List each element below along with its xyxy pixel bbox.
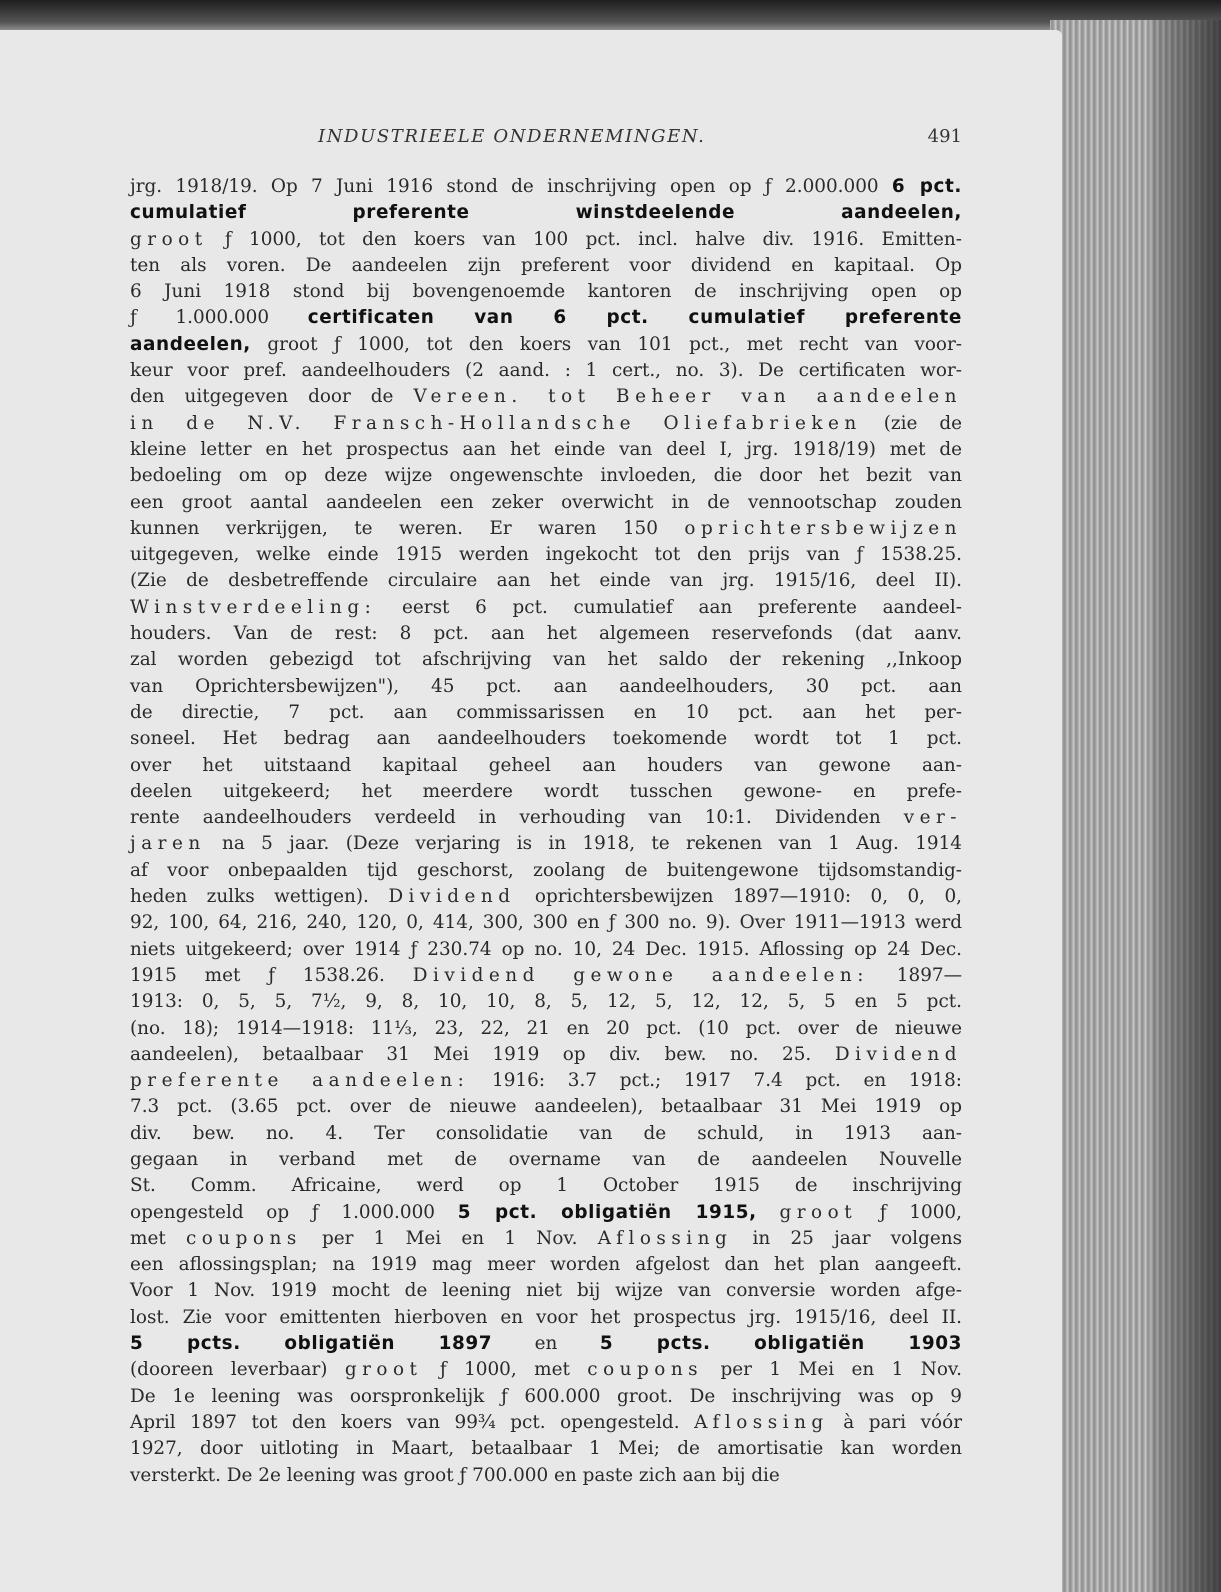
text-run: 6 Juni 1918 stond bij bovengenoemde kantoren de inschrijving open op (130, 281, 962, 303)
text-run: 1915 met ƒ 1538.26. (130, 964, 413, 986)
text-line (130, 726, 962, 752)
text-line (130, 1094, 962, 1120)
text-run: div. bew. no. 4. Ter consolidatie van de schuld, in 1913 aan- (130, 1122, 962, 1144)
text-line (130, 779, 962, 805)
text-run: opengesteld op ƒ 1.000.000 (130, 1201, 458, 1223)
text-run: Voor 1 Nov. 1919 mocht de leening niet bij wijze van conversie worden afge- (130, 1280, 962, 1302)
bold-heading: certificaten van 6 pct. cumulatief preferente (307, 307, 962, 329)
spaced-emphasis: groot (344, 1359, 423, 1381)
text-line (130, 831, 962, 857)
text-run (757, 1202, 780, 1223)
spaced-emphasis: Dividend (834, 1043, 962, 1065)
page-number: 491 (927, 126, 962, 147)
text-line (130, 700, 962, 726)
text-run: uitgegeven, welke einde 1915 werden ingekocht tot den prijs van ƒ 1538.25. (130, 544, 962, 566)
text-run: 1916: 3.7 pct.; 1917 7.4 pct. en 1918: (469, 1070, 962, 1092)
text-line (130, 595, 962, 621)
text-line (130, 279, 962, 305)
text-run: en (492, 1333, 600, 1355)
text-line (130, 1226, 962, 1252)
text-line (130, 647, 962, 673)
text-run: aandeelen), betaalbaar 31 Mei 1919 op div. bew. no. 25. (130, 1043, 835, 1065)
text-line (130, 200, 962, 226)
text-line (130, 858, 962, 884)
text-run: houders. Van de rest: 8 pct. aan het algemeen reservefonds (dat aanv. (130, 623, 962, 645)
spaced-emphasis: groot (779, 1201, 858, 1223)
spaced-emphasis: Aflossing (597, 1227, 733, 1249)
text-run: 92, 100, 64, 216, 240, 120, 0, 414, 300, 300 en ƒ 300 no. 9). Over 1911—1913 werd (130, 912, 962, 934)
text-line (130, 384, 962, 410)
page-header (130, 126, 962, 156)
text-run: rente aandeelhouders verdeeld in verhouding van 10:1. Dividenden (130, 807, 904, 829)
text-line (130, 1305, 962, 1331)
text-line (130, 542, 962, 568)
text-run: gegaan in verband met de overname van de aandeelen Nouvelle (130, 1148, 962, 1170)
text-run: na 5 jaar. (Deze verjaring is in 1918, te rekenen van 1 Aug. 1914 (205, 833, 962, 855)
text-line (130, 568, 962, 594)
text-line (130, 516, 962, 542)
text-run: kleine letter en het prospectus aan het einde van deel I, jrg. 1918/19) met de (130, 438, 962, 460)
text-run: lost. Zie voor emittenten hierboven en voor het prospectus jrg. 1915/16, deel II. (130, 1306, 962, 1328)
text-run: soneel. Het bedrag aan aandeelhouders toekomende wordt tot 1 pct. (130, 728, 962, 750)
text-run: St. Comm. Africaine, werd op 1 October 1915 de inschrijving (130, 1175, 962, 1197)
text-run: oprichtersbewijzen 1897—1910: 0, 0, 0, (515, 886, 962, 908)
text-run: den uitgegeven door de (130, 386, 414, 408)
text-run: in 25 jaar volgens (732, 1227, 963, 1249)
text-run: (dooreen leverbaar) (130, 1359, 345, 1381)
bold-heading: 5 pct. obligatiën 1915, (457, 1201, 757, 1223)
text-line (130, 463, 962, 489)
text-line (130, 437, 962, 463)
text-line (130, 1278, 962, 1304)
text-run: 1897— (868, 964, 962, 986)
text-line (130, 1463, 962, 1489)
text-line (130, 332, 962, 358)
running-head: INDUSTRIEELE ONDERNEMINGEN. (318, 126, 706, 147)
text-run: eerst 6 pct. cumulatief aan preferente aandeel- (376, 596, 962, 618)
text-run: 1913: 0, 5, 5, 7½, 9, 8, 10, 10, 8, 5, 12, 5, 12, 12, 5, 5 en 5 pct. (130, 991, 962, 1013)
text-run: versterkt. De 2e leening was groot ƒ 700.000 en paste zich aan bij die (130, 1464, 780, 1486)
text-line (130, 937, 962, 963)
text-line (130, 1252, 962, 1278)
text-run: over het uitstaand kapitaal geheel aan houders van gewone aan- (130, 754, 962, 776)
text-run: af voor onbepaalden tijd geschorst, zoolang de buitengewone tijdsomstandig- (130, 859, 962, 881)
text-line (130, 174, 962, 200)
text-line (130, 411, 962, 437)
text-run: ƒ 1000, (857, 1201, 962, 1223)
spaced-emphasis: jaren (130, 833, 206, 855)
text-run: 1927, door uitloting in Maart, betaalbaar 1 Mei; de amortisatie kan worden (130, 1438, 962, 1460)
bold-heading: 6 pct. (891, 176, 962, 197)
book-fore-edge (1050, 20, 1221, 1592)
text-run: 7.3 pct. (3.65 pct. over de nieuwe aandeelen), betaalbaar 31 Mei 1919 op (130, 1096, 962, 1118)
spaced-emphasis: coupons (587, 1359, 704, 1381)
bold-heading: cumulatief preferente winstdeelende aandeelen, (130, 202, 962, 224)
spaced-emphasis: in de N.V. Fransch-Hollandsche Oliefabrieken (130, 412, 862, 434)
text-run: (no. 18); 1914—1918: 11⅓, 23, 22, 21 en 20 pct. (10 pct. over de nieuwe (130, 1017, 962, 1039)
text-line (130, 1068, 962, 1094)
text-line (130, 621, 962, 647)
text-run: ten als voren. De aandeelen zijn preferent voor dividend en kapitaal. Op (130, 254, 962, 276)
spaced-emphasis: Aflossing (694, 1411, 829, 1433)
spaced-emphasis: groot (130, 228, 208, 250)
text-run: ƒ 1000, tot den koers van 100 pct. incl. halve div. 1916. Emitten- (207, 228, 962, 250)
text-run: ƒ 1000, met (422, 1359, 588, 1381)
text-run: niets uitgekeerd; over 1914 ƒ 230.74 op no. 10, 24 Dec. 1915. Aflossing op 24 Dec. (130, 938, 962, 960)
text-line (130, 1384, 962, 1410)
text-run: De 1e leening was oorspronkelijk ƒ 600.000 groot. De inschrijving was op 9 (130, 1385, 962, 1407)
text-line (130, 253, 962, 279)
text-run: jrg. 1918/19. Op 7 Juni 1916 stond de inschrijving open op ƒ 2.000.000 (130, 176, 892, 197)
bold-heading: 5 pcts. obligatiën 1903 (599, 1333, 963, 1355)
text-run: groot ƒ 1000, tot den koers van 101 pct., met recht van voor- (250, 333, 962, 355)
text-run: ƒ 1.000.000 (130, 307, 308, 329)
spaced-emphasis: Winstverdeeling: (130, 596, 377, 618)
text-line (130, 1042, 962, 1068)
text-line (130, 1200, 962, 1226)
text-line (130, 1016, 962, 1042)
text-run: zal worden gebezigd tot afschrijving van het saldo der rekening ,,Inkoop (130, 649, 962, 671)
text-run: (Zie de desbetreffende circulaire aan het einde van jrg. 1915/16, deel II). (130, 570, 962, 592)
spaced-emphasis: Dividend gewone aandeelen: (412, 964, 869, 986)
text-run: van Oprichtersbewijzen"), 45 pct. aan aandeelhouders, 30 pct. aan (130, 675, 962, 697)
text-line (130, 1410, 962, 1436)
text-run: per 1 Mei en 1 Nov. (301, 1227, 598, 1249)
spaced-emphasis: preferente aandeelen: (130, 1070, 470, 1092)
text-line (130, 1436, 962, 1462)
text-run: bedoeling om op deze wijze ongewenschte invloeden, die door het bezit van (130, 465, 962, 487)
text-line (130, 753, 962, 779)
bold-heading: aandeelen, (130, 333, 251, 355)
text-run: een aflossingsplan; na 1919 mag meer worden afgelost dan het plan aangeeft. (130, 1254, 962, 1276)
text-line (130, 1357, 962, 1383)
spaced-emphasis: ver- (903, 807, 962, 829)
text-run: deelen uitgekeerd; het meerdere wordt tusschen gewone- en prefe- (130, 780, 962, 802)
text-run: kunnen verkrijgen, te weren. Er waren 150 (130, 517, 685, 539)
text-line (130, 884, 962, 910)
text-run: (zie de (861, 412, 962, 434)
text-run: à pari vóór (828, 1411, 962, 1433)
text-run: de directie, 7 pct. aan commissarissen en 10 pct. aan het per- (130, 701, 962, 723)
text-line (130, 805, 962, 831)
spaced-emphasis: coupons (185, 1227, 302, 1249)
text-line (130, 963, 962, 989)
text-line (130, 358, 962, 384)
text-line (130, 1147, 962, 1173)
text-line (130, 490, 962, 516)
text-line (130, 674, 962, 700)
spaced-emphasis: Vereen. tot Beheer van aandeelen (413, 386, 962, 408)
text-line (130, 227, 962, 253)
bold-heading: 5 pcts. obligatiën 1897 (130, 1333, 493, 1355)
text-run: April 1897 tot den koers van 99¾ pct. opengesteld. (130, 1411, 695, 1433)
text-run: een groot aantal aandeelen een zeker overwicht in de vennootschap zouden (130, 491, 962, 513)
text-line (130, 1331, 962, 1357)
text-line (130, 989, 962, 1015)
text-run: per 1 Mei en 1 Nov. (703, 1359, 962, 1381)
text-line (130, 305, 962, 331)
text-line (130, 1121, 962, 1147)
text-line (130, 1173, 962, 1199)
scan-top-edge (0, 0, 1221, 32)
spaced-emphasis: Dividend (388, 886, 516, 908)
body-text (130, 174, 962, 1489)
spaced-emphasis: oprichtersbewijzen (684, 517, 962, 539)
text-line (130, 910, 962, 936)
text-run: met (130, 1227, 186, 1249)
text-run: keur voor pref. aandeelhouders (2 aand. : 1 cert., no. 3). De certificaten wor- (130, 360, 962, 382)
text-run: heden zulks wettigen). (130, 886, 389, 908)
